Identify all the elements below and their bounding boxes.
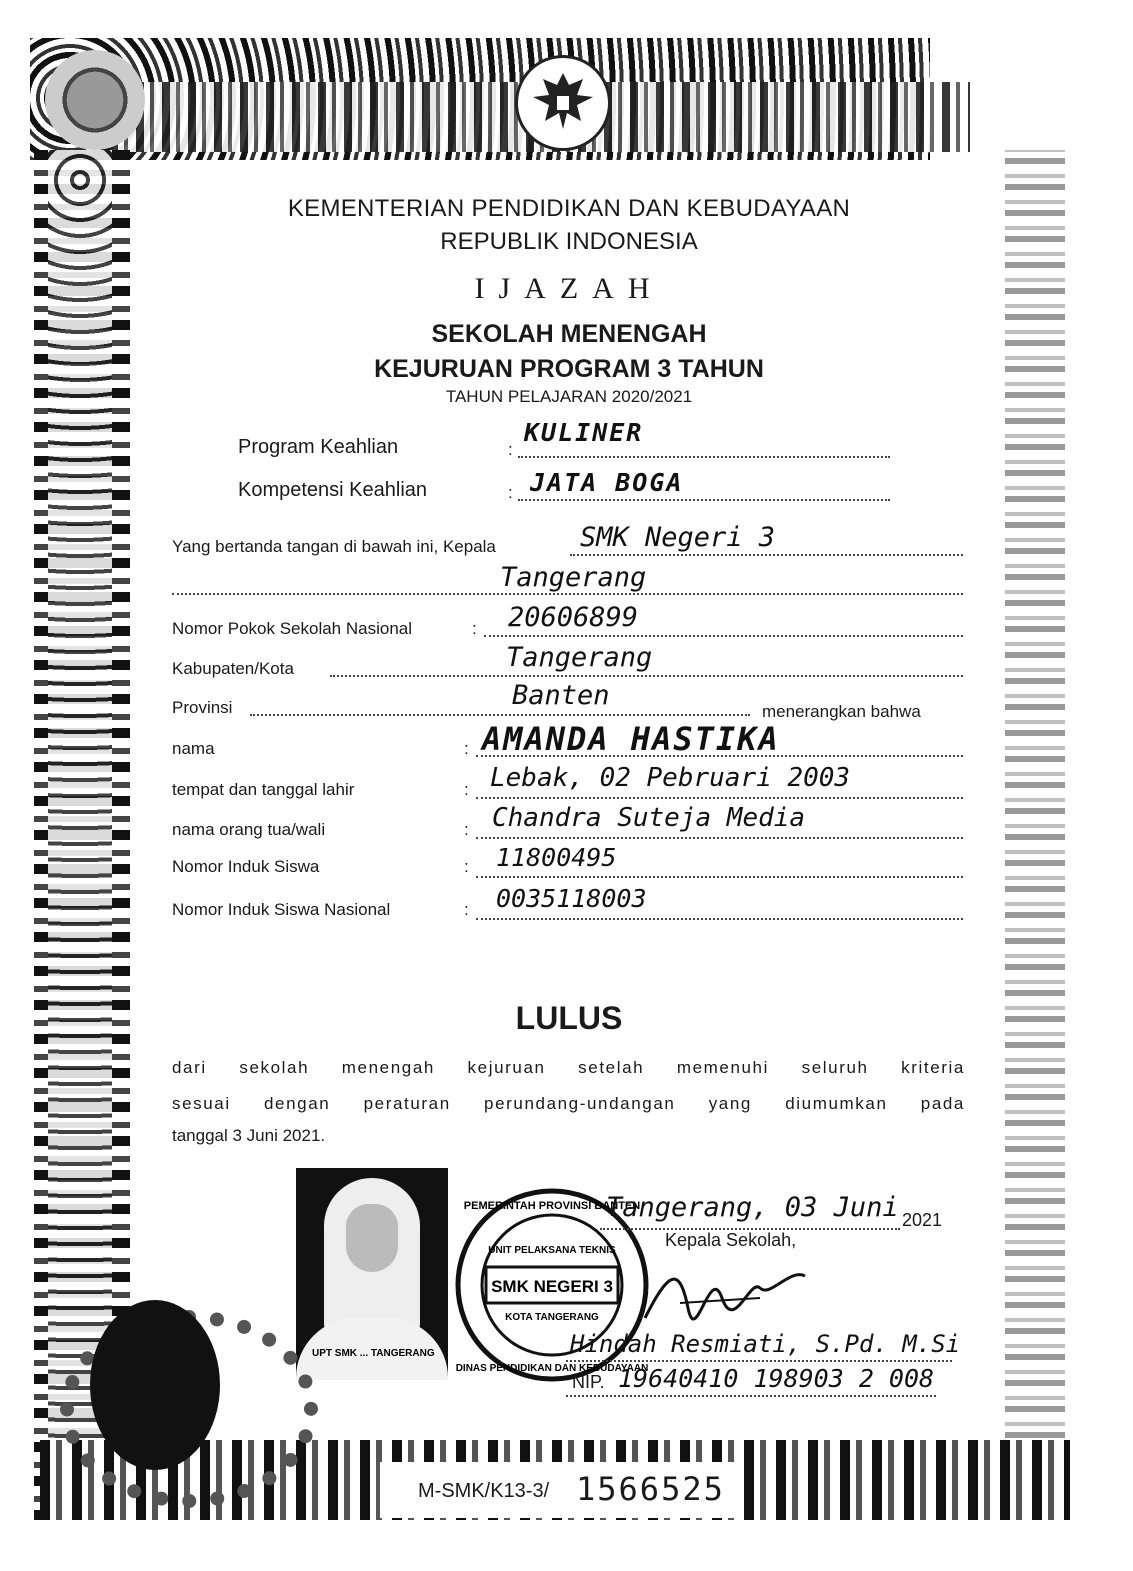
competence-label: Kompetensi Keahlian	[238, 479, 428, 501]
program-label: Program Keahlian	[238, 436, 399, 458]
explains-label: menerangkan bahwa	[762, 702, 921, 721]
birth-label: tempat dan tanggal lahir	[172, 780, 355, 799]
birth-value: Lebak, 02 Pebruari 2003	[490, 763, 851, 793]
school-type-line2: KEJURUAN PROGRAM 3 TAHUN	[374, 355, 764, 383]
principal-signature	[640, 1258, 810, 1328]
parent-value: Chandra Suteja Media	[492, 803, 806, 833]
signer-name: Hindah Resmiati, S.Pd. M.Si	[570, 1330, 961, 1358]
student-photo	[296, 1168, 448, 1380]
npsn-label: Nomor Pokok Sekolah Nasional	[172, 619, 413, 638]
city-value: Tangerang	[506, 642, 653, 673]
nip-label: NIP.	[572, 1372, 605, 1392]
nis-label: Nomor Induk Siswa	[172, 857, 320, 876]
school-name-line2: Tangerang	[500, 562, 647, 593]
student-name-label: nama	[172, 739, 215, 758]
signer-label: Yang bertanda tangan di bawah ini, Kepala	[172, 537, 496, 556]
city-label: Kabupaten/Kota	[172, 659, 294, 678]
seal-bottom-text: DINAS PENDIDIKAN DAN KEBUDAYAAN	[455, 1363, 649, 1374]
nip-value: 19640410 198903 2 008	[618, 1364, 935, 1393]
sign-place-date: Tangerang, 03 Juni	[606, 1192, 899, 1223]
result-text-line1: dari sekolah menengah kejuruan setelah memenuhi seluruh kriteria	[172, 1058, 965, 1077]
result-text-line2: sesuai dengan peraturan perundang-undangan yang diumumkan pada	[172, 1094, 965, 1113]
document-title: IJAZAH	[474, 272, 664, 305]
result-text-line3: tanggal 3 Juni 2021.	[172, 1126, 326, 1145]
school-name-line1: SMK Negeri 3	[580, 522, 776, 553]
corner-hologram	[45, 50, 145, 150]
npsn-value: 20606899	[508, 602, 639, 633]
photo-stamp-text: UPT SMK ... TANGERANG	[312, 1348, 435, 1359]
academic-year: TAHUN PELAJARAN 2020/2021	[445, 387, 693, 406]
school-type-line1: SEKOLAH MENENGAH	[431, 320, 707, 348]
seal-city-text: KOTA TANGERANG	[505, 1312, 599, 1323]
seal-unit-text: UNIT PELAKSANA TEKNIS	[488, 1245, 616, 1256]
right-ornament-border	[1005, 150, 1065, 1490]
seal-top-text: PEMERINTAH PROVINSI BANTEN	[463, 1200, 641, 1212]
country-heading: REPUBLIK INDONESIA	[440, 228, 698, 255]
nis-value: 11800495	[496, 843, 617, 872]
bottom-hologram-blot	[90, 1300, 220, 1470]
graduation-status: LULUS	[515, 1000, 623, 1036]
serial-number: 1566525	[576, 1470, 725, 1508]
student-name-value: AMANDA HASTIKA	[482, 720, 780, 758]
seal-school-text: SMK NEGERI 3	[491, 1277, 613, 1296]
serial-number-block	[380, 1462, 740, 1518]
program-value: KULINER	[524, 418, 644, 447]
sign-year: 2021	[902, 1210, 943, 1230]
garuda-emblem-icon	[515, 55, 611, 151]
left-ornament-border	[34, 150, 130, 1520]
ministry-heading: KEMENTERIAN PENDIDIKAN DAN KEBUDAYAAN	[287, 195, 851, 222]
sign-position: Kepala Sekolah,	[665, 1230, 797, 1250]
province-value: Banten	[512, 680, 610, 711]
parent-label: nama orang tua/wali	[172, 820, 326, 839]
serial-prefix: M-SMK/K13-3/	[418, 1480, 550, 1502]
competence-value: JATA BOGA	[530, 468, 684, 497]
top-ornament-border	[30, 38, 930, 160]
province-label: Provinsi	[172, 698, 233, 717]
nisn-value: 0035118003	[496, 884, 647, 913]
nisn-label: Nomor Induk Siswa Nasional	[172, 900, 391, 919]
